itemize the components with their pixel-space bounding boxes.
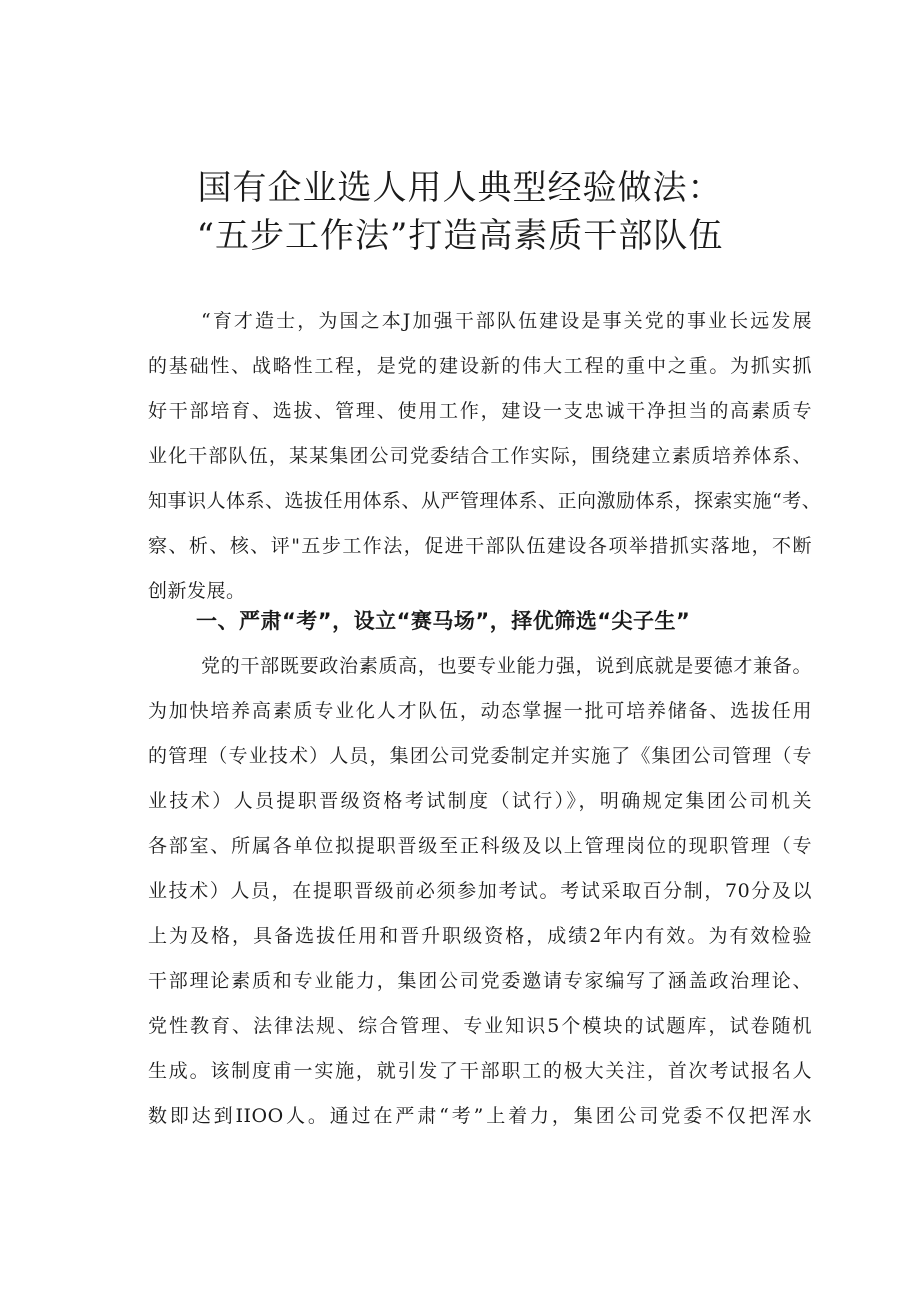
intro-paragraph-line: “育才造士，为国之本J加强干部队伍建设是事关党的事业长远发展: [201, 310, 812, 332]
section-1-paragraph-line: 业技术）人员，在提职晋级前必须参加考试。考试采取百分制，70分及以: [148, 880, 812, 902]
section-1-paragraph-line: 党性教育、法律法规、综合管理、专业知识5个模块的试题库，试卷随机: [148, 1015, 812, 1037]
section-1-paragraph-line: 上为及格，具备选拔任用和晋升职级资格，成绩2年内有效。为有效检验: [148, 925, 812, 947]
section-1-heading: 一、严肃“考”，设立“赛马场”，择优筛选“尖子生”: [196, 609, 691, 633]
section-1-paragraph-line: 干部理论素质和专业能力，集团公司党委邀请专家编写了涵盖政治理论、: [148, 970, 812, 992]
section-1-paragraph-line: 党的干部既要政治素质高，也要专业能力强，说到底就是要德才兼备。: [201, 655, 812, 677]
intro-paragraph-line: 好干部培育、选拔、管理、使用工作，建设一支忠诚干净担当的高素质专: [148, 400, 812, 422]
intro-paragraph-line: 创新发展。: [148, 580, 246, 602]
section-1-paragraph-line: 各部室、所属各单位拟提职晋级至正科级及以上管理岗位的现职管理（专: [148, 835, 812, 857]
intro-paragraph-line: 察、析、核、评"五步工作法，促进干部队伍建设各项举措抓实落地，不断: [148, 535, 812, 557]
document-title-line-1: 国有企业选人用人典型经验做法：: [197, 168, 723, 208]
section-1-paragraph-line: 为加快培养高素质专业化人才队伍，动态掌握一批可培养储备、选拔任用: [148, 700, 812, 722]
intro-paragraph-line: 知事识人体系、选拔任用体系、从严管理体系、正向激励体系，探索实施“考、: [148, 490, 822, 512]
intro-paragraph-line: 业化干部队伍，某某集团公司党委结合工作实际，围绕建立素质培养体系、: [148, 445, 812, 467]
section-1-paragraph-line: 的管理（专业技术）人员，集团公司党委制定并实施了《集团公司管理（专: [148, 745, 812, 767]
section-1-paragraph-line: 业技术）人员提职晋级资格考试制度（试行）》，明确规定集团公司机关: [148, 790, 812, 812]
section-1-paragraph-line: 数即达到IIOO人。通过在严肃“考”上着力，集团公司党委不仅把浑水: [148, 1105, 812, 1127]
section-1-paragraph-line: 生成。该制度甫一实施，就引发了干部职工的极大关注，首次考试报名人: [148, 1060, 812, 1082]
intro-paragraph-line: 的基础性、战略性工程，是党的建设新的伟大工程的重中之重。为抓实抓: [148, 355, 812, 377]
document-title-line-2: “五步工作法”打造高素质干部队伍: [196, 216, 724, 256]
